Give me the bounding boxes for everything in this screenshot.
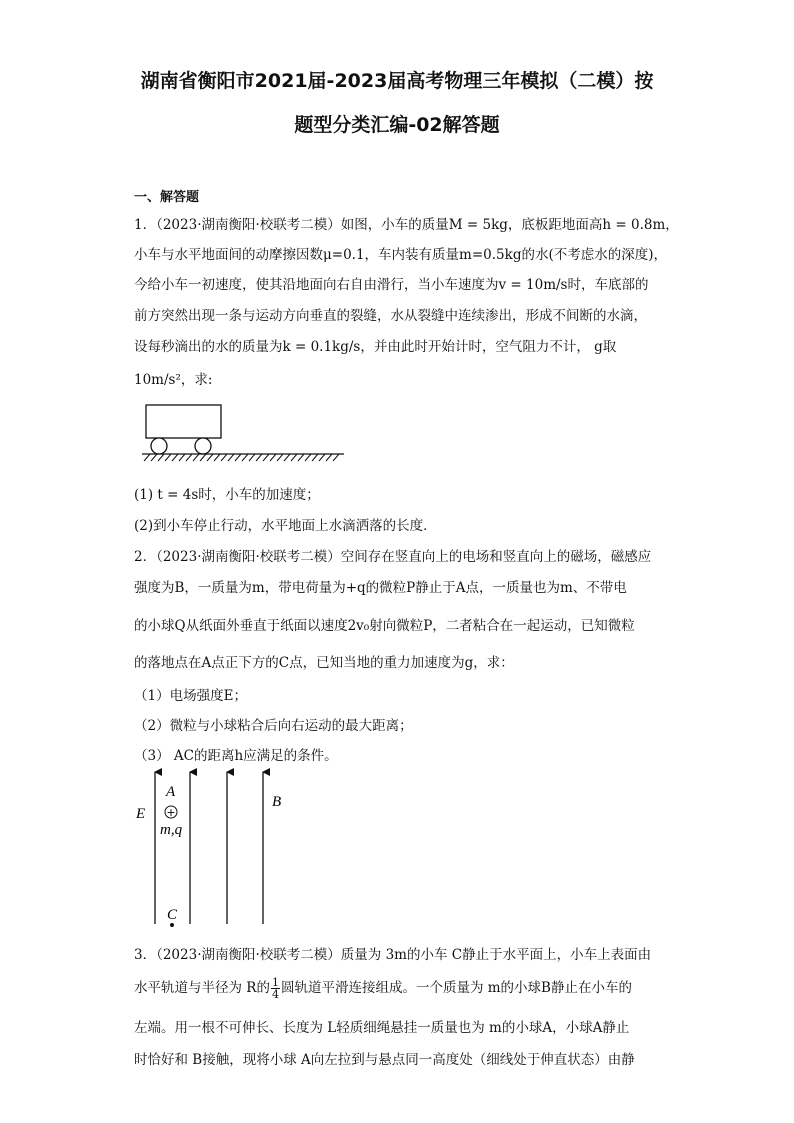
q1-line-1: 1．（2023·湖南衡阳·校联考二模）如图，小车的质量M = 5kg，底板距地面高h = 0.8m， — [134, 217, 679, 233]
document-title-line2: 题型分类汇编-02解答题 — [294, 114, 500, 136]
q1-line-4: 前方突然出现一条与运动方向垂直的裂缝，水从裂缝中连续渗出，形成不间断的水滴， — [134, 308, 647, 324]
point-c-dot — [170, 923, 174, 927]
q2-line-1: 2．（2023·湖南衡阳·校联考二模）空间存在竖直向上的电场和竖直向上的磁场，磁感应 — [134, 549, 652, 565]
q1-sub-1: (1) t = 4s时，小车的加速度； — [134, 487, 320, 503]
q3-line-1: 3．（2023·湖南衡阳·校联考二模）质量为 3m的小车 C静止于水平面上，小车上表面由 — [134, 947, 652, 963]
quarter-fraction — [271, 977, 280, 1000]
label-c: C — [167, 907, 178, 923]
q1-line-3: 今给小车一初速度，使其沿地面向右自由滑行，当小车速度为v = 10m/s时，车底部的 — [134, 277, 649, 293]
cart-figure — [138, 400, 350, 464]
particle-plus-sign: + — [166, 806, 176, 819]
q3-line-4: 时恰好和 B接触，现将小球 A向左拉到与悬点同一高度处（细线处于伸直状态）由静 — [134, 1052, 635, 1068]
document-title-line1: 湖南省衡阳市2021届-2023届高考物理三年模拟（二模）按 — [140, 70, 654, 92]
label-b: B — [272, 794, 282, 810]
ground-hatching — [144, 454, 339, 461]
q3-line-3: 左端。用一根不可伸长、长度为 L轻质细绳悬挂一质量也为 m的小球A，小球A静止 — [134, 1020, 630, 1036]
q2-sub-3: （3） AC的距离h应满足的条件。 — [134, 748, 338, 764]
cart-wheel-right — [195, 438, 211, 454]
label-e: E — [136, 806, 146, 822]
q2-line-2: 强度为B，一质量为m，带电荷量为+q的微粒P静止于A点，一质量也为m、不带电 — [134, 580, 627, 596]
cart-body — [146, 405, 221, 438]
q2-line-4: 的落地点在A点正下方的C点，已知当地的重力加速度为g，求： — [134, 655, 514, 671]
q1-line-2: 小车与水平地面间的动摩擦因数μ=0.1，车内装有质量m=0.5kg的水(不考虑水的深度)， — [134, 247, 667, 263]
q3-line-2-end: 圆轨道平滑连接组成。一个质量为 m的小球B静止在小车的 — [280, 980, 632, 996]
cart-wheel-left — [151, 438, 167, 454]
q3-line-2-start: 水平轨道与半径为 R的 — [134, 980, 270, 996]
q2-line-3: 的小球Q从纸面外垂直于纸面以速度2v₀射向微粒P，二者粘合在一起运动，已知微粒 — [134, 618, 635, 634]
label-mq: m,q — [160, 822, 183, 838]
q3-line-2 — [134, 976, 632, 1000]
fraction-numerator: 1 — [271, 976, 279, 989]
q2-sub-2: （2）微粒与小球粘合后向右运动的最大距离； — [134, 718, 413, 734]
section-heading: 一、解答题 — [134, 190, 200, 205]
fraction-denominator: 4 — [271, 988, 279, 1001]
field-figure — [130, 766, 300, 932]
q1-line-6: 10m/s²，求: — [134, 372, 213, 388]
q2-sub-1: （1）电场强度E； — [134, 688, 247, 704]
label-a: A — [166, 784, 176, 800]
q1-line-5: 设每秒滴出的水的质量为k = 0.1kg/s，并由此时开始计时，空气阻力不计， g取 — [134, 339, 617, 355]
q1-sub-2: (2)到小车停止行动，水平地面上水滴洒落的长度． — [134, 518, 437, 534]
